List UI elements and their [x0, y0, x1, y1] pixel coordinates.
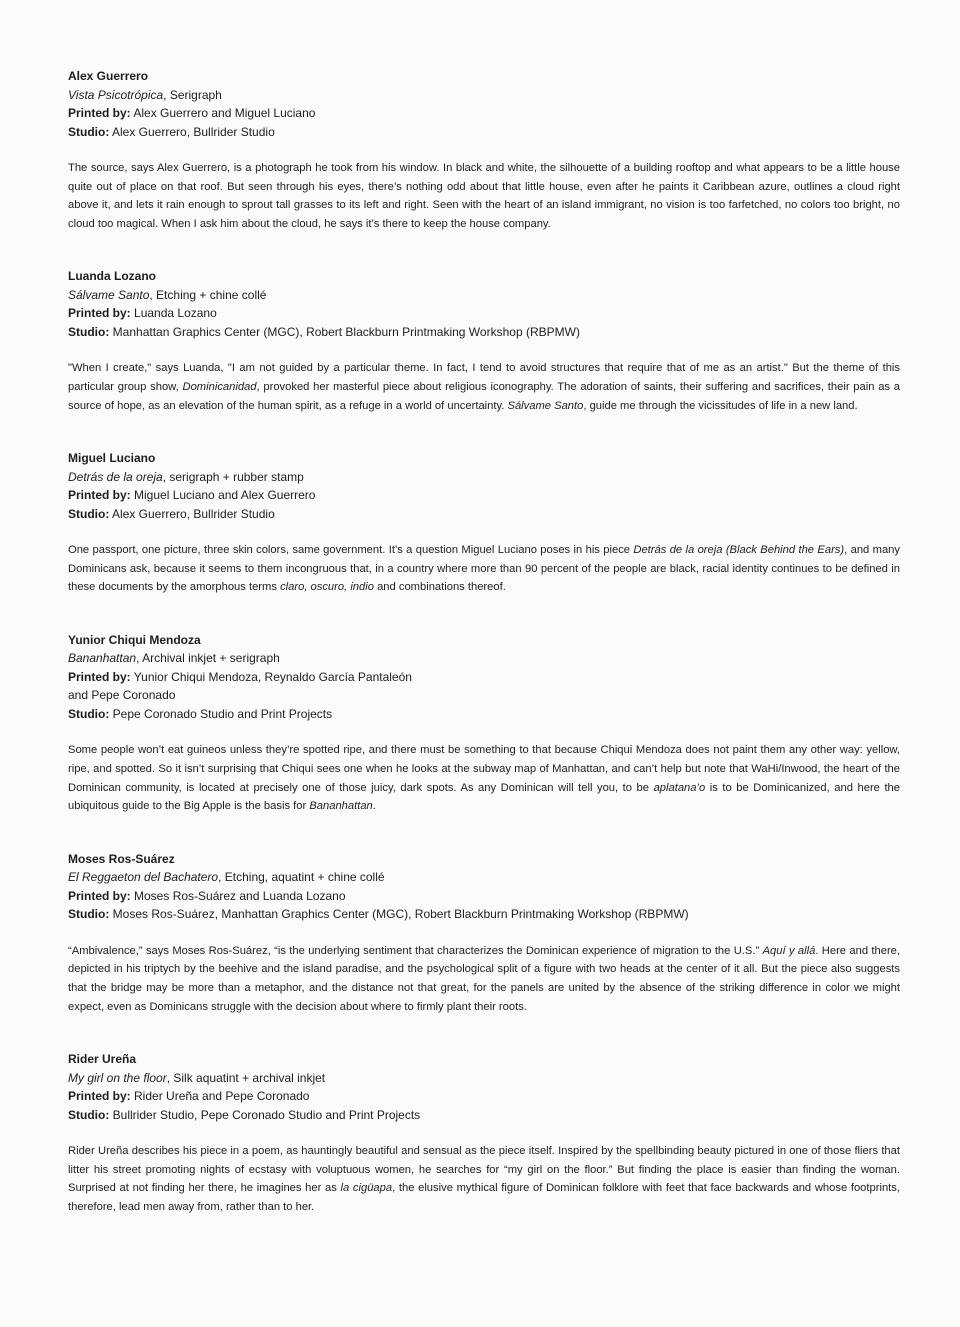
printed-by-line: [68, 304, 900, 323]
entry-meta: [68, 449, 900, 523]
studio-line: [68, 123, 900, 142]
artwork-entry-miguel-luciano: [68, 449, 900, 597]
printed-by-label: Printed by:: [68, 106, 131, 120]
entry-meta: [68, 631, 900, 724]
description-text: "When I create," says Luanda, "I am not guided by a particular theme. In fact, I tend to avoid structures that require that of me as an artist." But the theme of this particular group show,: [68, 362, 900, 393]
printed-by-value: Moses Ros-Suárez and Luanda Lozano: [134, 888, 346, 903]
artwork-entry-yunior-chiqui-mendoza: [68, 631, 900, 816]
work-medium: , serigraph + rubber stamp: [162, 469, 304, 484]
studio-line: [68, 905, 900, 924]
studio-label: Studio:: [68, 1107, 110, 1122]
studio-value: Alex Guerrero, Bullrider Studio: [112, 506, 275, 521]
entry-description: [68, 741, 900, 815]
entry-meta: [68, 67, 900, 141]
description-text: and combinations thereof.: [373, 581, 506, 594]
work-line: [68, 468, 900, 487]
description-italic: Dominicanidad: [182, 380, 257, 393]
studio-line: [68, 323, 900, 342]
printed-by-label: Printed by:: [68, 669, 131, 684]
work-title: Bananhattan: [68, 651, 137, 666]
entry-meta: [68, 267, 900, 341]
printed-by-value: Luanda Lozano: [134, 306, 217, 321]
studio-line: [68, 1106, 900, 1125]
printed-by-line: [68, 486, 900, 505]
entry-description: [68, 359, 900, 415]
studio-value: Pepe Coronado Studio and Print Projects: [112, 706, 333, 721]
artist-name: Miguel Luciano: [68, 451, 156, 466]
printed-by-line: [68, 1087, 900, 1106]
studio-value: Moses Ros-Suárez, Manhattan Graphics Center (MGC), Robert Blackburn Printmaking Workshop (RBPMW): [112, 907, 689, 922]
description-text: , provoked her masterful piece about religious iconography. The adoration of saints, their suffering and sacrifices, their pain as a source of hope, as an elevation of the human spirit, as a refuge in a world of uncertainty.: [68, 380, 900, 412]
work-medium: , Etching, aquatint + chine collé: [218, 870, 385, 885]
description-italic: claro, oscuro, indio: [280, 581, 374, 594]
description-italic: aplatana’o: [653, 781, 706, 794]
artist-name: Alex Guerrero: [68, 69, 149, 83]
studio-label: Studio:: [68, 907, 110, 922]
description-text: “Ambivalence,” says Moses Ros-Suárez, “is the underlying sentiment that characterizes the Dominican experience of migration to the U.S.”: [68, 944, 763, 957]
entry-meta: [68, 850, 900, 924]
work-medium: , Archival inkjet + serigraph: [136, 651, 280, 666]
work-title: Detrás de la oreja: [68, 469, 163, 484]
artwork-entry-alex-guerrero: [68, 67, 900, 233]
description-text: Rider Ureña describes his piece in a poem, as hauntingly beautiful and sensual as the piece itself. Inspired by the spellbinding beauty pictured in one of those fliers that litter his street promoting nights of ecstasy with voluptuous women, he searches for “my girl on the floor.” But finding the place is easier than finding the woman. Surprised at not finding her there, he imagines her as: [68, 1145, 900, 1195]
description-text: , and many Dominicans ask, because it seems to them incongruous that, in a country where more than 90 percent of the people are black, racial identity continues to be defined in these documents by the amorphous terms: [68, 544, 900, 594]
description-italic: Bananhattan: [309, 800, 373, 813]
printed-by-label: Printed by:: [68, 306, 131, 321]
studio-label: Studio:: [68, 706, 110, 721]
entry-meta: [68, 1050, 900, 1124]
work-title: Vista Psicotrópica: [68, 87, 164, 102]
studio-value: Manhattan Graphics Center (MGC), Robert Blackburn Printmaking Workshop (RBPMW): [112, 324, 580, 339]
printed-by-value: Rider Ureña and Pepe Coronado: [134, 1089, 310, 1104]
artist-name: Rider Ureña: [68, 1052, 137, 1067]
studio-label: Studio:: [68, 324, 110, 339]
work-line: [68, 286, 900, 305]
description-text: The source, says Alex Guerrero, is a photograph he took from his window. In black and white, the silhouette of a building rooftop and what appears to be a little house quite out of place on that roof. But seen through his eyes, there’s nothing odd about that little house, even after he paints it Caribbean azure, outlines a cloud right above it, and lets it rain enough to sprout tall grasses to its left and right. Seen with the heart of an island immigrant, no vision is too farfetched, no colors too bright, no cloud too magical. When I ask him about the cloud, he says it’s there to keep the house company.: [68, 162, 900, 230]
work-medium: , Etching + chine collé: [149, 287, 267, 302]
entry-description: [68, 159, 900, 233]
artwork-entry-luanda-lozano: [68, 267, 900, 415]
printed-by-label: Printed by:: [68, 888, 131, 903]
artist-name: Luanda Lozano: [68, 269, 156, 284]
printed-by-line: [68, 104, 900, 123]
studio-line: [68, 505, 900, 524]
entry-description: [68, 541, 900, 597]
work-line: [68, 1069, 900, 1088]
work-medium: , Serigraph: [163, 87, 222, 102]
entry-description: [68, 942, 900, 1016]
description-text: , the elusive mythical figure of Dominican folklore with feet that face backwards and whose footprints, therefore, lead men away from, rather than to her.: [68, 1182, 900, 1213]
description-text: .: [372, 800, 376, 813]
work-line: [68, 868, 900, 887]
printed-by-value: Miguel Luciano and Alex Guerrero: [134, 488, 316, 503]
description-text: One passport, one picture, three skin colors, same government. It’s a question Miguel Luciano poses in his piece: [68, 544, 634, 557]
description-italic: la cigüapa: [340, 1182, 393, 1195]
description-italic: Aquí y allá: [762, 944, 816, 957]
description-italic: Detrás de la oreja (Black Behind the Ears): [633, 544, 845, 557]
description-text: Some people won’t eat guineos unless they’re spotted ripe, and there must be something to that because Chiqui Mendoza does not paint them any other way: yellow, ripe, and spotted. So it isn’t surprising that Chiqui sees one when he looks at the subway map of Manhattan, and can’t help but note that WaHi/Inwood, the heart of the Dominican community, is located at precisely one of those juicy, dark spots. As any Dominican will tell you, to be: [68, 744, 900, 794]
description-italic: Sálvame Santo: [507, 399, 584, 412]
artwork-entry-rider-urena: [68, 1050, 900, 1216]
printed-by-value: Yunior Chiqui Mendoza, Reynaldo García Pantaleón: [133, 669, 412, 684]
printed-by-label: Printed by:: [68, 488, 131, 503]
printed-by-continuation: and Pepe Coronado: [68, 688, 176, 703]
description-text: is to be Dominicanized, and here the ubiquitous guide to the Big Apple is the basis for: [68, 781, 900, 813]
studio-line: [68, 705, 900, 724]
entry-description: [68, 1142, 900, 1216]
studio-label: Studio:: [68, 124, 110, 139]
description-text: , guide me through the vicissitudes of life in a new land.: [583, 399, 858, 412]
work-line: [68, 649, 900, 668]
studio-value: Bullrider Studio, Pepe Coronado Studio and Print Projects: [112, 1107, 421, 1122]
printed-by-label: Printed by:: [68, 1089, 131, 1104]
work-medium: , Silk aquatint + archival inkjet: [166, 1070, 326, 1085]
work-title: Sálvame Santo: [68, 287, 150, 302]
studio-label: Studio:: [68, 506, 110, 521]
studio-value: Alex Guerrero, Bullrider Studio: [112, 124, 275, 139]
work-title: My girl on the floor: [68, 1070, 167, 1085]
printed-by-line: [68, 668, 900, 687]
artwork-entry-moses-ros-suarez: [68, 850, 900, 1016]
artist-name: Moses Ros-Suárez: [68, 851, 175, 866]
printed-by-line: [68, 887, 900, 906]
printed-by-value: Alex Guerrero and Miguel Luciano: [133, 106, 316, 120]
artist-name: Yunior Chiqui Mendoza: [68, 632, 201, 647]
work-title: El Reggaeton del Bachatero: [68, 870, 219, 885]
description-text: . Here and there, depicted in his triptych by the beehive and the island paradise, and the psychological split of a figure with two heads at the center of it all. But the piece also suggests that the bridge may be more than a metaphor, and the distance not that great, for the panels are united by the absence of the striking difference in color we might expect, even as Dominicans struggle with the decision about where to firmly plant their roots.: [68, 944, 900, 1013]
work-line: [68, 86, 900, 105]
